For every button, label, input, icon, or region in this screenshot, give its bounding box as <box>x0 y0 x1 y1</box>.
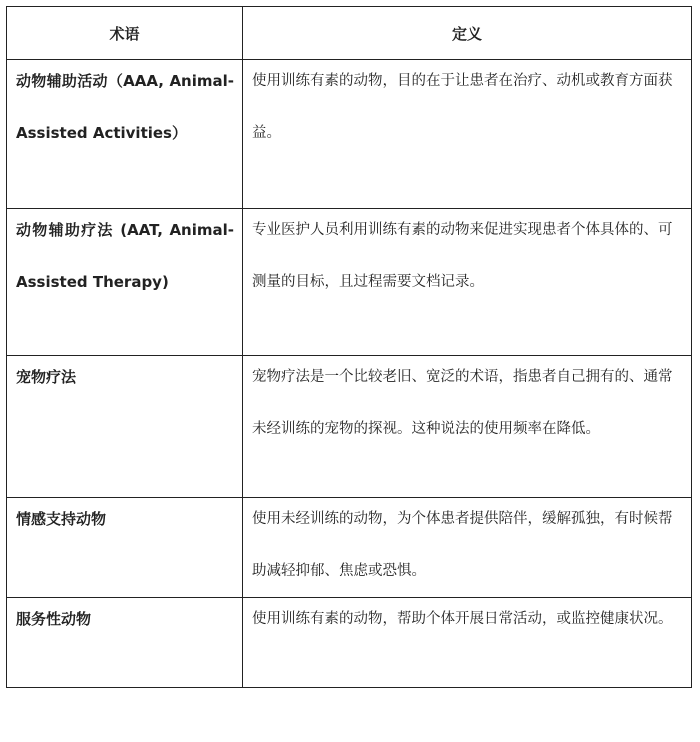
header-definition: 定义 <box>243 7 692 60</box>
definition-cell <box>243 209 692 356</box>
term-cell <box>7 356 243 498</box>
term-cell <box>7 598 243 688</box>
term-text: 服务性动物 <box>16 610 92 628</box>
definition-text: 使用训练有素的动物，帮助个体开展日常活动，或监控健康状况。 <box>252 611 673 627</box>
table-row <box>7 60 692 209</box>
definition-cell <box>243 60 692 209</box>
definitions-table-container <box>6 6 691 688</box>
term-text: 动物辅助疗法 (AAT, Animal-Assisted Therapy) <box>16 221 234 291</box>
term-cell <box>7 498 243 598</box>
definition-cell <box>243 598 692 688</box>
term-text: 动物辅助活动（AAA, Animal-Assisted Activities） <box>16 72 234 142</box>
definition-text: 使用训练有素的动物，目的在于让患者在治疗、动机或教育方面获益。 <box>252 73 673 141</box>
header-term: 术语 <box>7 7 243 60</box>
term-cell <box>7 209 243 356</box>
definitions-table <box>6 6 692 688</box>
definition-cell <box>243 356 692 498</box>
definition-text: 专业医护人员利用训练有素的动物来促进实现患者个体具体的、可测量的目标，且过程需要文档记录。 <box>252 222 673 290</box>
definition-text: 宠物疗法是一个比较老旧、宽泛的术语，指患者自己拥有的、通常未经训练的宠物的探视。这种说法的使用频率在降低。 <box>252 369 673 437</box>
term-text: 情感支持动物 <box>16 510 107 528</box>
definition-cell <box>243 498 692 598</box>
table-row <box>7 209 692 356</box>
table-row <box>7 498 692 598</box>
table-header-row <box>7 7 692 60</box>
table-row <box>7 356 692 498</box>
definition-text: 使用未经训练的动物，为个体患者提供陪伴，缓解孤独，有时候帮助减轻抑郁、焦虑或恐惧。 <box>252 511 673 579</box>
term-cell <box>7 60 243 209</box>
term-text: 宠物疗法 <box>16 368 77 386</box>
table-row <box>7 598 692 688</box>
